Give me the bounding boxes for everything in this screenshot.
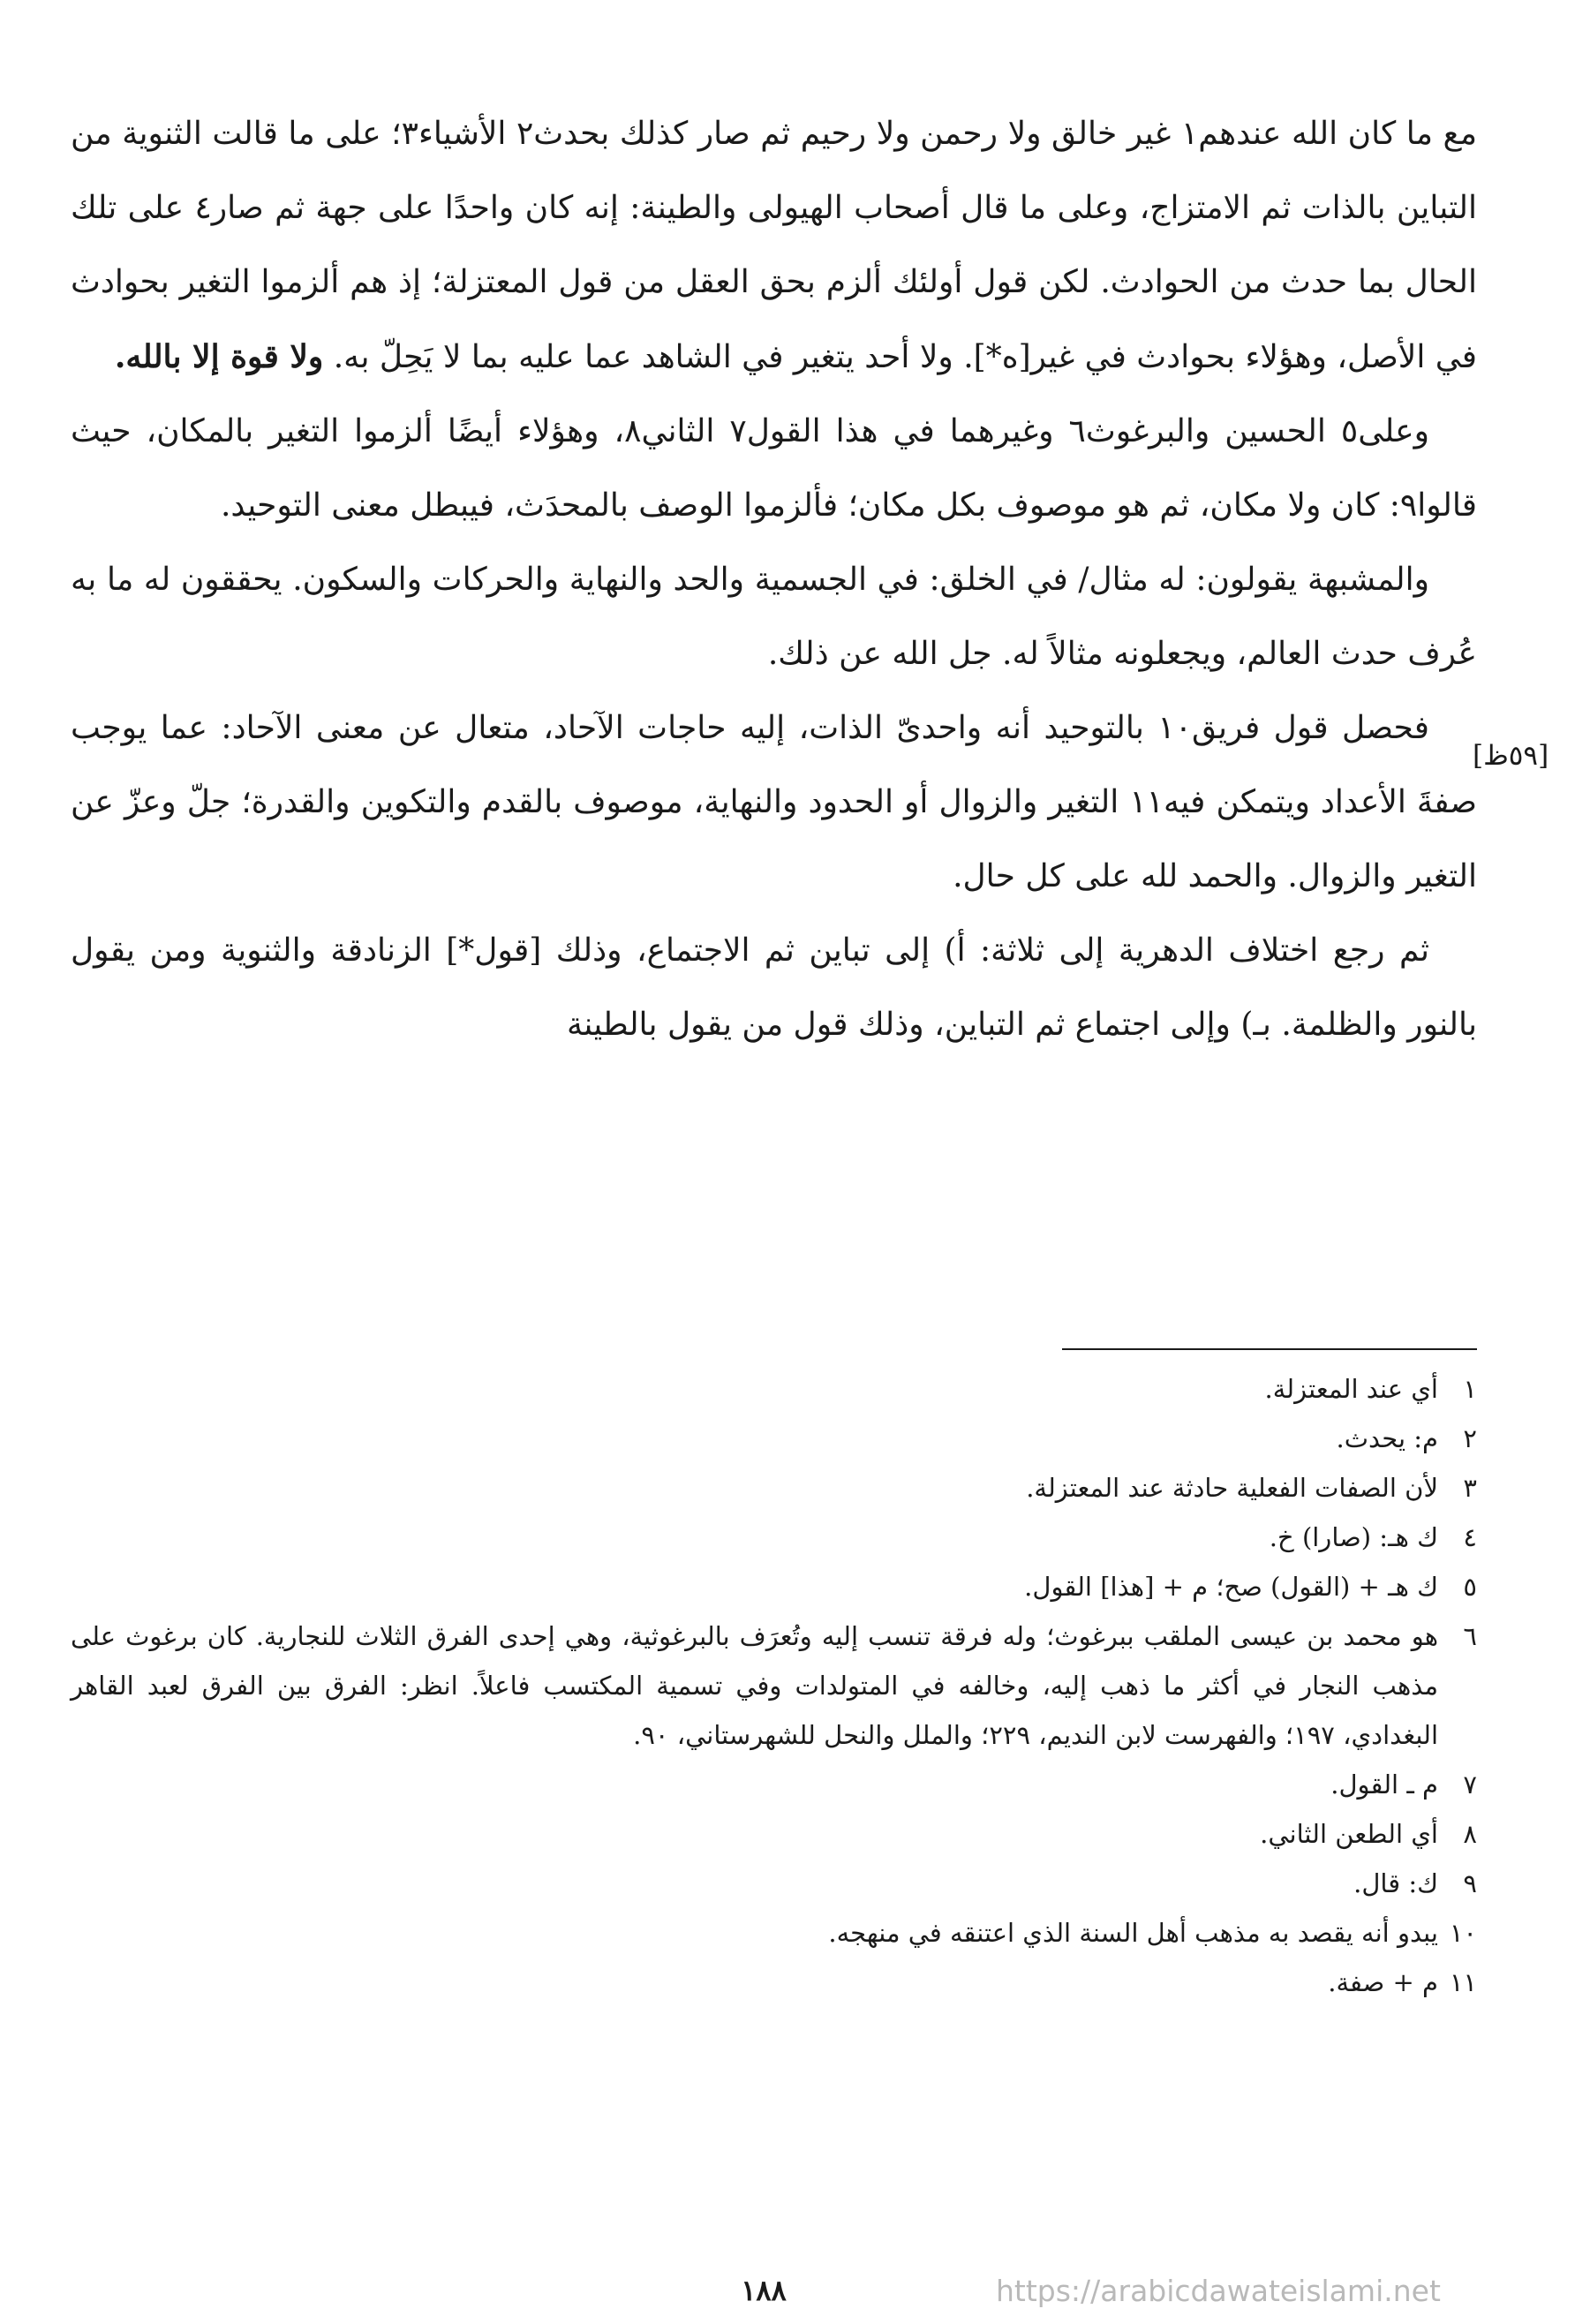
footnote-divider [1062,1348,1477,1350]
footnote-number: ٦ [1463,1621,1477,1651]
footnote-item [71,1414,1477,1463]
footnote-number: ٥ [1463,1572,1477,1602]
paragraph-5: ثم رجع اختلاف الدهرية إلى ثلاثة: أ) إلى تباين ثم الاجتماع، وذلك [قول*] الزنادقة والثنوية ومن يقول بالنور والظلمة. بـ) وإلى اجتماع ثم التباين، وذلك قول من يقول بالطينة [71,932,1477,1043]
footnote-item [71,1562,1477,1611]
footnote-text: ك هـ: (صارا) خ. [1269,1522,1438,1552]
footnote-text: ك: قال. [1353,1868,1438,1898]
footnote-number: ٧ [1463,1769,1477,1800]
footnote-item [71,1809,1477,1859]
footnote-text: م ـ القول. [1330,1769,1438,1800]
footnote-item [71,1364,1477,1414]
main-text [71,97,1477,1062]
paragraph-1 [71,97,1477,395]
bold-phrase: ولا قوة إلا بالله. [114,338,324,375]
footnote-item [71,1908,1477,1958]
footnote-number: ١١ [1449,1967,1477,1997]
footnotes-list [71,1364,1477,2007]
paragraph-1-text: مع ما كان الله عندهم١ غير خالق ولا رحمن ولا رحيم ثم صار كذلك بحدث٢ الأشياء٣؛ على ما قالت الثنوية من التباين بالذات ثم الامتزاج، وعلى ما قال أصحاب الهيولى والطينة: إنه كان واحدًا على جهة ثم صار٤ على تلك الحال بما حدث من الحوادث. لكن قول أولئك ألزم بحق العقل من قول المعتزلة؛ إذ هم ألزموا التغير بحوادث في الأصل، وهؤلاء بحوادث في غير[ه*]. ولا أحد يتغير في الشاهد عما عليه بما لا يَحِلّ به. [71,116,1477,375]
page-number: ١٨٨ [741,2274,787,2307]
footnote-item [71,1958,1477,2007]
footnote-text: م: يحدث. [1336,1423,1438,1453]
website-watermark: https://arabicdawateislami.net [996,2274,1441,2308]
paragraph-2: وعلى٥ الحسين والبرغوث٦ وغيرهما في هذا القول٧ الثاني٨، وهؤلاء أيضًا ألزموا التغير بالمكان، حيث قالوا٩: كان ولا مكان، ثم هو موصوف بكل مكان؛ فألزموا الوصف بالمحدَث، فيبطل معنى التوحيد. [71,413,1477,524]
footnote-item [71,1463,1477,1513]
footnote-item [71,1611,1477,1760]
footnote-number: ٢ [1463,1423,1477,1453]
paragraph-4: فحصل قول فريق١٠ بالتوحيد أنه واحدىّ الذات، إليه حاجات الآحاد، متعال عن معنى الآحاد: عما يوجب صفةَ الأعداد ويتمكن فيه١١ التغير والزوال أو الحدود والنهاية، موصوف بالقدم والتكوين والقدرة؛ جلّ وعزّ عن التغير والزوال. والحمد لله على كل حال. [71,710,1478,894]
footnote-number: ٤ [1463,1522,1477,1552]
footnote-text: يبدو أنه يقصد به مذهب أهل السنة الذي اعتنقه في منهجه. [828,1918,1438,1948]
footnote-item [71,1513,1477,1562]
manuscript-folio-reference: [٥٩ظ] [1473,740,1549,772]
footnote-number: ٨ [1463,1819,1477,1849]
footnote-number: ٩ [1463,1868,1477,1898]
paragraph-3: والمشبهة يقولون: له مثال/ في الخلق: في الجسمية والحد والنهاية والحركات والسكون. يحققون له ما به عُرف حدث العالم، ويجعلونه مثالاً له. جل الله عن ذلك. [71,562,1477,672]
footnote-item [71,1859,1477,1908]
footnote-number: ٣ [1463,1473,1477,1503]
footnote-item [71,1760,1477,1809]
footnote-number: ١٠ [1449,1918,1477,1948]
footnote-text: ك هـ + (القول) صح؛ م + [هذا] القول. [1024,1572,1438,1602]
footnote-number: ١ [1463,1374,1477,1404]
footnote-text: أي الطعن الثاني. [1260,1819,1438,1849]
footnote-text: أي عند المعتزلة. [1264,1374,1438,1404]
footnote-text: هو محمد بن عيسى الملقب ببرغوث؛ وله فرقة تنسب إليه وتُعرَف بالبرغوثية، وهي إحدى الفرق الثلاث للنجارية. كان برغوث على مذهب النجار في أكثر ما ذهب إليه، وخالفه في المتولدات وفي تسمية المكتسب فاعلاً. انظر: الفرق بين الفرق لعبد القاهر البغدادي، ١٩٧؛ والفهرست لابن النديم، ٢٢٩؛ والملل والنحل للشهرستاني، ٩٠. [71,1621,1438,1750]
footnote-text: لأن الصفات الفعلية حادثة عند المعتزلة. [1026,1473,1438,1503]
footnote-text: م + صفة. [1328,1967,1438,1997]
